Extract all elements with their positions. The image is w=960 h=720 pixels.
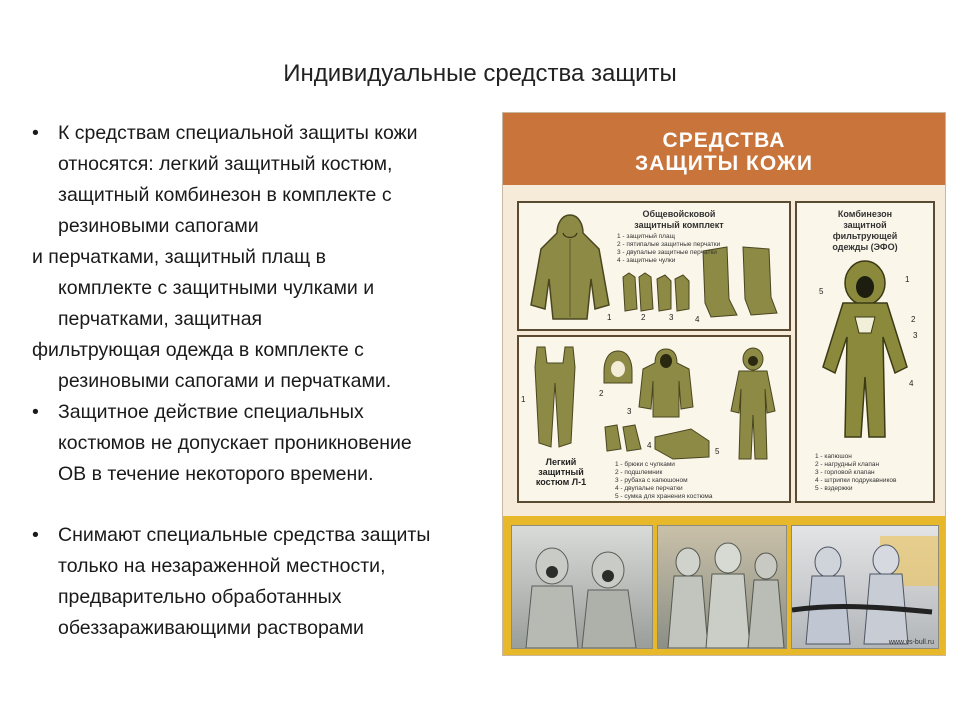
text-column <box>32 118 502 644</box>
legend-item: 1 - капюшон <box>815 453 852 460</box>
panel-title-line1: Общевойсковой <box>642 209 716 219</box>
panel-general-kit <box>517 201 791 331</box>
callout-number: 2 <box>599 389 604 398</box>
text-line: защитный комбинезон в комплекте с <box>58 184 392 206</box>
callout-number: 2 <box>641 313 646 322</box>
photo-decontamination-team <box>791 525 939 649</box>
text-line: обеззараживающими растворами <box>58 617 364 639</box>
watermark-text: www.vs-bull.ru <box>888 639 934 646</box>
panel-title-line4: одежды (ЭФО) <box>832 242 898 252</box>
skin-protection-poster <box>502 112 946 656</box>
callout-number: 3 <box>627 407 632 416</box>
paragraph-4 <box>32 397 502 490</box>
bullet-marker: • <box>32 122 39 144</box>
legend-item: 1 - брюки с чулками <box>615 461 675 468</box>
l1-label-line2: защитный <box>538 467 584 477</box>
callout-number: 4 <box>909 379 914 388</box>
photo-soldiers-in-hooded-suits <box>657 525 787 649</box>
callout-number: 2 <box>911 315 916 324</box>
photo-soldiers-in-masks <box>511 525 653 649</box>
slide-title: Индивидуальные средства защиты <box>283 60 677 87</box>
text-line: Защитное действие специальных <box>58 401 364 423</box>
soldier-in-l1-suit-illustration <box>723 345 783 463</box>
paragraph-1 <box>32 118 502 242</box>
legend-item: 2 - пятипалые защитные перчатки <box>617 241 721 248</box>
poster-title-line2: ЗАЩИТЫ КОЖИ <box>635 152 813 175</box>
text-line: резиновыми сапогами и перчатками. <box>58 370 392 392</box>
legend-item: 2 - нагрудный клапан <box>815 461 880 468</box>
panel-legend <box>617 233 737 265</box>
gloves-illustration <box>619 269 691 315</box>
callout-number: 4 <box>695 315 700 324</box>
legend-item: 4 - штрипки подрукавников <box>815 477 897 484</box>
two-finger-gloves-illustration <box>603 423 643 453</box>
photo-band <box>503 516 945 655</box>
callout-number: 4 <box>647 441 652 450</box>
legend-item: 4 - защитные чулки <box>617 257 676 264</box>
text-line: фильтрующая одежда в комплекте с <box>32 339 364 361</box>
bullet-marker: • <box>32 524 39 546</box>
panel-efo-suit <box>795 201 935 503</box>
paragraph-5 <box>32 520 502 644</box>
poster-header <box>503 113 945 185</box>
panel-title-line2: защитной <box>843 220 887 230</box>
poster-title-line1: СРЕДСТВА <box>662 129 786 152</box>
callout-number: 1 <box>521 395 526 404</box>
protective-cloak-illustration <box>523 209 618 325</box>
callout-number: 3 <box>913 331 918 340</box>
panel-l1-suit <box>517 335 791 503</box>
paragraph-2 <box>32 242 502 335</box>
panel-title-line2: защитный комплект <box>634 220 724 230</box>
panel-title-line3: фильтрующей <box>832 231 898 241</box>
text-line: комплекте с защитными чулками и <box>58 277 375 299</box>
legend-item: 5 - вздержки <box>815 485 853 492</box>
l1-label-line1: Легкий <box>545 457 577 467</box>
text-line: К средствам специальной защиты кожи <box>58 122 418 144</box>
text-line: Снимают специальные средства защиты <box>58 524 431 546</box>
trousers-illustration <box>525 343 585 455</box>
text-line: предварительно обработанных <box>58 586 342 608</box>
l1-label <box>529 457 593 487</box>
callout-number: 5 <box>819 287 824 296</box>
bullet-marker: • <box>32 401 39 423</box>
legend-item: 3 - двупалые защитные перчатки <box>617 249 717 256</box>
panel-title-line1: Комбинезон <box>837 209 893 219</box>
text-line: резиновыми сапогами <box>58 215 259 237</box>
legend-item: 2 - подшлемник <box>615 469 663 476</box>
legend-item: 4 - двупалые перчатки <box>615 485 683 492</box>
callout-number: 3 <box>669 313 674 322</box>
hooded-shirt-illustration <box>637 347 695 421</box>
callout-number: 1 <box>607 313 612 322</box>
legend-item: 1 - защитный плащ <box>617 233 675 240</box>
text-line: и перчатками, защитный плащ в <box>32 246 326 268</box>
paragraph-3 <box>32 335 502 397</box>
panel-legend <box>815 453 931 493</box>
legend-item: 3 - горловой клапан <box>815 469 875 476</box>
efo-suit-illustration <box>811 257 919 447</box>
callout-number: 5 <box>715 447 720 456</box>
callout-number: 1 <box>905 275 910 284</box>
storage-bag-illustration <box>651 427 713 461</box>
text-line: ОВ в течение некоторого времени. <box>58 463 374 485</box>
text-line: перчатками, защитная <box>58 308 263 330</box>
legend-item: 3 - рубаха с капюшоном <box>615 477 688 484</box>
legend-item: 5 - сумка для хранения костюма <box>615 493 713 500</box>
text-line: относятся: легкий защитный костюм, <box>58 153 393 175</box>
text-line: только на незараженной местности, <box>58 555 386 577</box>
panel-legend <box>615 461 785 501</box>
l1-label-line3: костюм Л-1 <box>535 477 587 487</box>
balaclava-illustration <box>601 349 635 387</box>
text-line: костюмов не допускает проникновение <box>58 432 412 454</box>
